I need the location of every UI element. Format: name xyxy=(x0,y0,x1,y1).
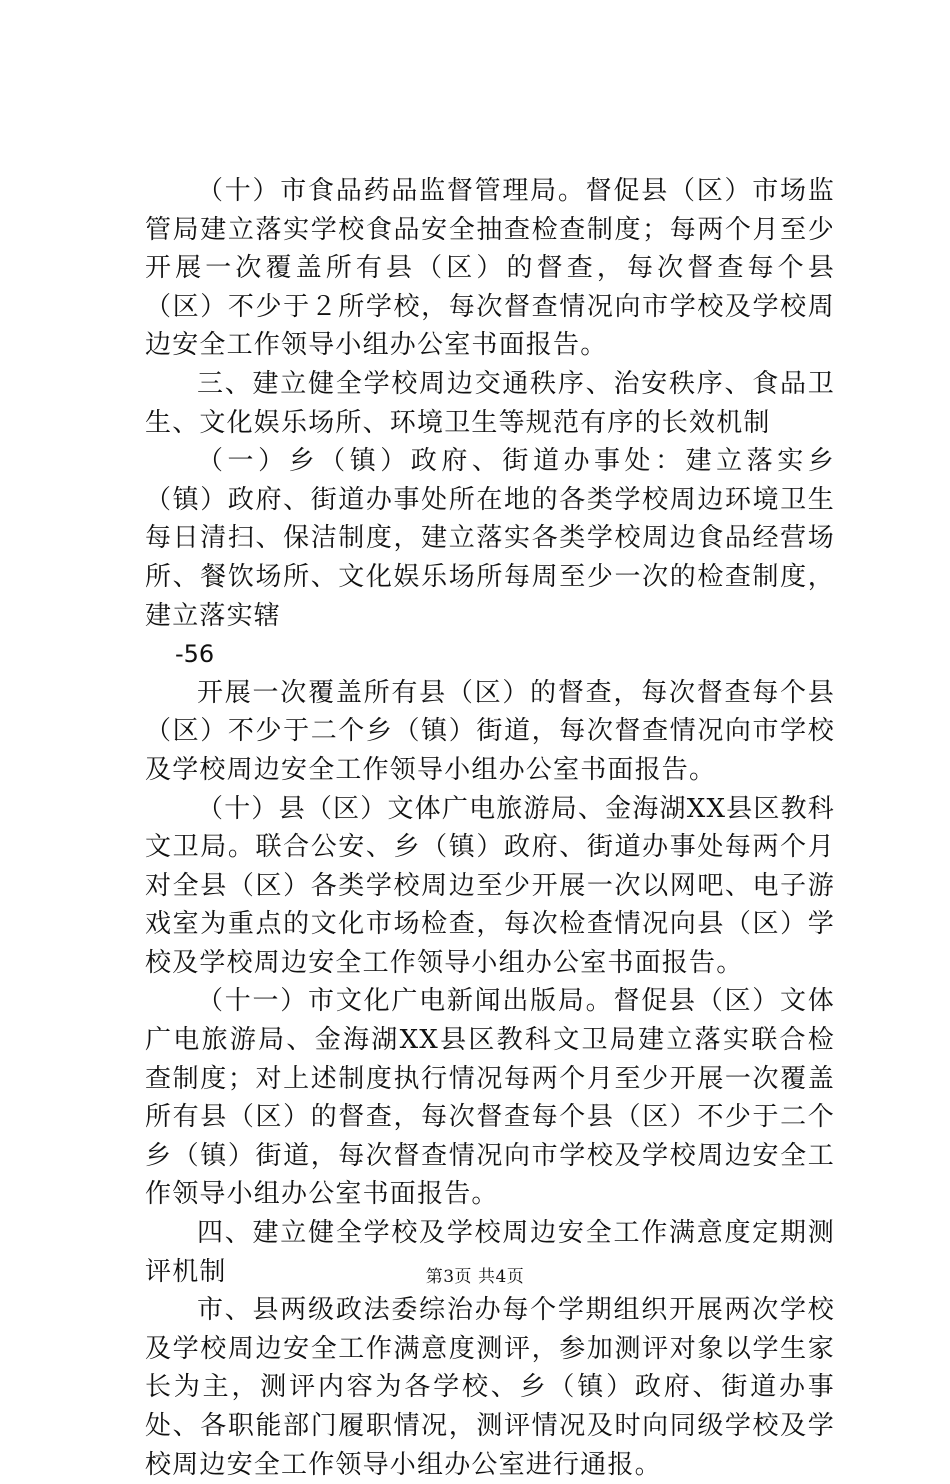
page-marker: -56 xyxy=(175,640,215,669)
paragraph-city-culture-bureau: （十一）市文化广电新闻出版局。督促县（区）文体广电旅游局、金海湖XX县区教科文卫局建立落实联合检查制度；对上述制度执行情况每两个月至少开展一次覆盖所有县（区）的督查，每次督查每个县（区）不少于二个乡（镇）街道，每次督查情况向市学校及学校周边安全工作领导小组办公室书面报告。 xyxy=(145,986,835,1210)
paragraph-continued-inspection: 开展一次覆盖所有县（区）的督查，每次督查每个县（区）不少于二个乡（镇）街道，每次督查情况向市学校及学校周边安全工作领导小组办公室书面报告。 xyxy=(145,677,835,785)
paragraph-food-drug-bureau: （十）市食品药品监督管理局。督促县（区）市场监管局建立落实学校食品安全抽查检查制度；每两个月至少开展一次覆盖所有县（区）的督查，每次督查每个县（区）不少于２所学校，每次督查情况向市学校及学校周边安全工作领导小组办公室书面报告。 xyxy=(145,176,835,361)
document-body xyxy=(145,172,835,1484)
heading-section-four: 四、建立健全学校及学校周边安全工作满意度定期测评机制 xyxy=(145,1218,835,1287)
heading-section-three: 三、建立健全学校周边交通秩序、治安秩序、食品卫生、文化娱乐场所、环境卫生等规范有序的长效机制 xyxy=(145,368,835,438)
page-footer: 第3页 共4页 xyxy=(425,1267,525,1287)
paragraph-county-culture-bureau: （十）县（区）文体广电旅游局、金海湖XX县区教科文卫局。联合公安、乡（镇）政府、街道办事处每两个月对全县（区）各类学校周边至少开展一次以网吧、电子游戏室为重点的文化市场检查，每次检查情况向县（区）学校及学校周边安全工作领导小组办公室书面报告。 xyxy=(145,793,835,978)
paragraph-township-government: （一）乡（镇）政府、街道办事处：建立落实乡（镇）政府、街道办事处所在地的各类学校周边环境卫生每日清扫、保洁制度，建立落实各类学校周边食品经营场所、餐饮场所、文化娱乐场所每周至少一次的检查制度，建立落实辖 xyxy=(145,446,835,631)
paragraph-satisfaction-survey: 市、县两级政法委综治办每个学期组织开展两次学校及学校周边安全工作满意度测评，参加测评对象以学生家长为主，测评内容为各学校、乡（镇）政府、街道办事处、各职能部门履职情况，测评情况及时向同级学校及学校周边安全工作领导小组办公室进行通报。 xyxy=(145,1295,835,1480)
